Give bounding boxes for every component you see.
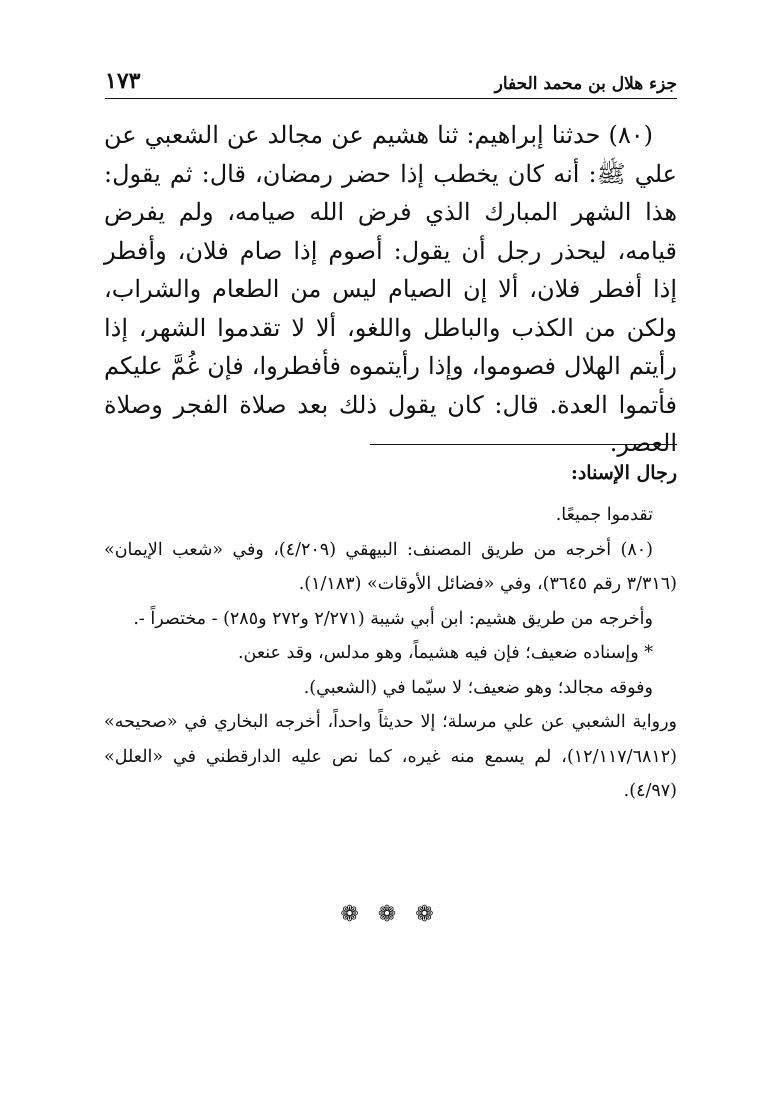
section-divider: [370, 444, 677, 445]
header-title: جزء هلال بن محمد الحفار: [494, 74, 677, 94]
note-line: وفوقه مجالد؛ وهو ضعيف؛ لا سيّما في (الشعبي).: [303, 677, 653, 698]
note-line: (٨٠) أخرجه من طريق المصنف: البيهقي (٤/٢٠٩)، وفي «شعب الإيمان» (٣/٣١٦ رقم ٣٦٤٥)، وفي «فضائل الأوقات» (١/١٨٣).: [104, 539, 677, 594]
note-line: ورواية الشعبي عن علي مرسلة؛ إلا حديثاً واحداً، أخرجه البخاري في «صحيحه» (١٢/١١٧/٦٨١٢)، لم يسمع منه غيره، كما نص عليه الدارقطني في «العلل» (٤/٩٧).: [104, 712, 677, 801]
notes-title: رجال الإسناد:: [570, 462, 677, 484]
footnotes: [104, 498, 677, 809]
ornament-icon: ❁ ❁ ❁: [340, 902, 440, 927]
note-line: تقدموا جميعًا.: [555, 505, 653, 525]
header-rule: [105, 98, 677, 99]
note-line: وأخرجه من طريق هشيم: ابن أبي شيبة (٢/٢٧١ و٢٧٢ و٢٨٥) - مختصراً -.: [133, 608, 653, 629]
page-number: ١٧٣: [105, 68, 141, 94]
hadith-text: [104, 116, 677, 463]
running-header: [105, 64, 677, 98]
hadith-paragraph: (٨٠) حدثنا إبراهيم: ثنا هشيم عن مجالد عن الشعبي عن علي ﷺ: أنه كان يخطب إذا حضر رمضان، قال: ثم يقول: هذا الشهر المبارك الذي فرض الله صيامه، ولم يفرض قيامه، ليحذر رجل أن يقول: أصوم إذا صام فلان، وأفطر إذا أفطر فلان، ألا إن الصيام ليس من الطعام والشراب، ولكن من الكذب والباطل واللغو، ألا لا تقدموا الشهر، إذا رأيتم الهلال فصوموا، وإذا رأيتموه فأفطروا، فإن غُمَّ عليكم فأتموا العدة. قال: كان يقول ذلك بعد صلاة الفجر وصلاة العصر.: [104, 121, 677, 457]
note-line: * وإسناده ضعيف؛ فإن فيه هشيماً، وهو مدلس، وقد عنعن.: [237, 643, 653, 663]
